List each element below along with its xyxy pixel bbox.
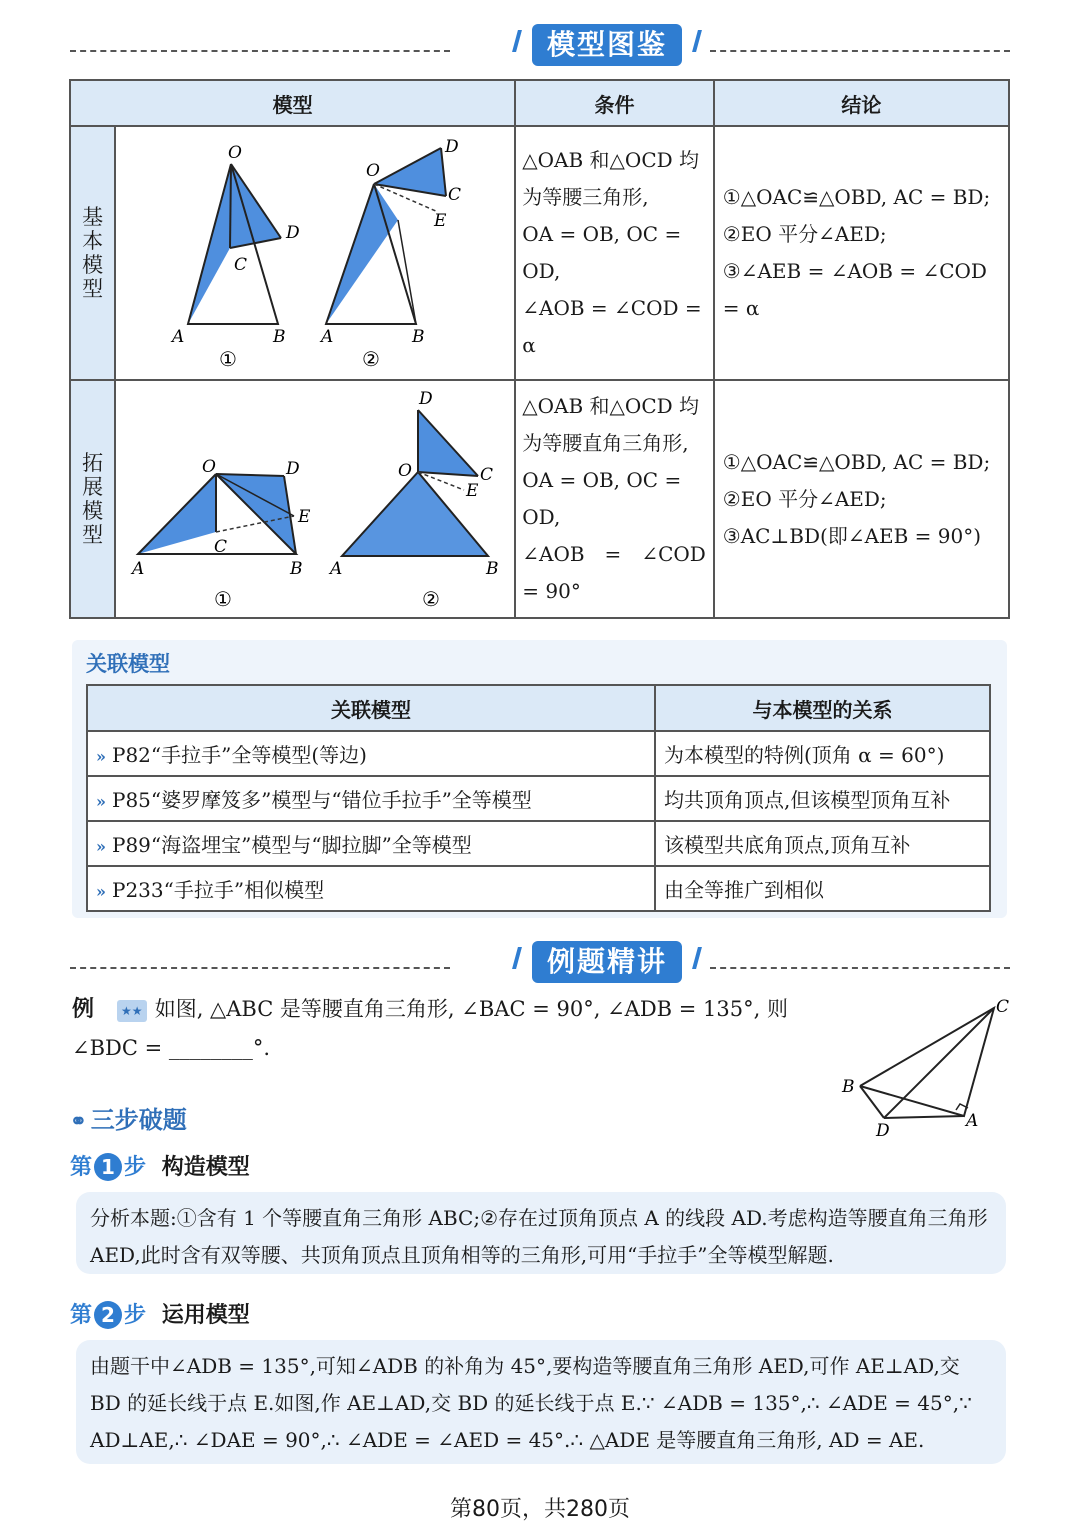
svg-text:D: D [286,459,300,479]
step1-number: 1 [94,1153,122,1181]
page-footer: 第80页，共280页 [450,1497,630,1522]
example-label: 例 [72,997,95,1022]
svg-text:B: B [412,327,425,347]
header-condition: 条件 [515,80,714,126]
conclusions-basic: ①△OAC≌△OBD, AC = BD; ②EO 平分∠AED; ③∠AEB = ∠AOB = ∠COD = α [714,126,1009,380]
related-model-cell: » P82“手拉手”全等模型(等边) [87,731,655,776]
step2-number: 2 [94,1301,122,1329]
conditions-basic: △OAB 和△OCD 均 为等腰三角形, OA = OB, OC = OD, ∠AOB = ∠COD = α [515,126,714,380]
svg-text:O: O [228,143,243,163]
double-chevron-icon: » [96,747,106,766]
banner-tick [692,947,702,969]
header-model: 模型 [70,80,515,126]
link-chain-icon: ⚭ [70,1109,87,1133]
conclusions-extended: ①△OAC≌△OBD, AC = BD; ②EO 平分∠AED; ③AC⊥BD(即∠AEB = 90°) [714,380,1009,618]
related-relation-cell: 该模型共底角顶点,顶角互补 [655,821,990,866]
example-question [72,990,842,1067]
svg-text:B: B [273,327,286,347]
svg-text:O: O [366,161,381,181]
section-title: 例题精讲 [532,941,682,983]
example-line2: ∠BDC = ________°. [72,1036,271,1060]
related-model-cell: » P233“手拉手”相似模型 [87,866,655,911]
divider [710,50,1010,52]
divider [70,50,450,52]
svg-text:D: D [286,223,300,243]
svg-text:A: A [330,559,343,579]
related-table [86,684,991,912]
related-relation-cell: 由全等推广到相似 [655,866,990,911]
double-chevron-icon: » [96,792,106,811]
svg-text:B: B [290,559,303,579]
table-row [87,821,990,866]
related-header-model: 关联模型 [87,685,655,731]
divider [710,967,1010,969]
caption-1: ① [214,587,233,611]
difficulty-stars-icon: ★★ [117,1000,147,1022]
double-chevron-icon: » [96,837,106,856]
svg-text:E: E [466,481,479,501]
svg-text:C: C [214,537,228,557]
step2-heading: 第 2 步 运用模型 [70,1303,250,1328]
related-relation-cell: 均共顶角顶点,但该模型顶角互补 [655,776,990,821]
step1-heading: 第 1 步 构造模型 [70,1155,250,1180]
svg-text:A: A [132,559,145,579]
figure-basic [115,126,515,380]
double-chevron-icon: » [96,882,106,901]
svg-text:C: C [996,997,1010,1017]
svg-text:E: E [434,211,447,231]
svg-text:B: B [842,1077,855,1097]
svg-text:C: C [448,185,462,205]
banner-tick [692,30,702,52]
caption-2: ② [362,347,381,371]
svg-text:D: D [419,389,433,409]
model-table [69,79,1010,619]
table-row [87,731,990,776]
caption-1: ① [219,347,238,371]
step1-box: 分析本题:①含有 1 个等腰直角三角形 ABC;②存在过顶角顶点 A 的线段 AD.考虑构造等腰直角三角形 AED,此时含有双等腰、共顶角顶点且顶角相等的三角形,可用“手拉手”全等模型解题. [76,1192,1006,1274]
svg-text:B: B [486,559,499,579]
related-relation-cell: 为本模型的特例(顶角 α = 60°) [655,731,990,776]
header-conclusion: 结论 [714,80,1009,126]
svg-text:A: A [172,327,185,347]
banner-tick [512,30,522,52]
caption-2: ② [422,587,441,611]
svg-text:C: C [234,255,248,275]
table-row [87,776,990,821]
related-model-cell: » P85“婆罗摩笈多”模型与“错位手拉手”全等模型 [87,776,655,821]
related-title: 关联模型 [86,652,170,676]
figure-extended [115,380,515,618]
steps-title: ⚭ 三步破题 [70,1105,187,1134]
example-figure [832,992,1022,1142]
svg-text:O: O [202,457,217,477]
svg-text:D: D [445,137,459,157]
basic-model-diagram [116,128,514,378]
example-line1: 如图, △ABC 是等腰直角三角形, ∠BAC = 90°, ∠ADB = 135°, 则 [154,997,788,1021]
table-row [87,866,990,911]
row-label-extended: 拓展模型 [70,380,115,618]
section-banner-example [70,937,1010,987]
row-label-basic: 基本模型 [70,126,115,380]
conditions-extended: △OAB 和△OCD 均 为等腰直角三角形, OA = OB, OC = OD, ∠AOB = ∠COD = 90° [515,380,714,618]
extended-model-diagram [116,382,514,616]
section-title: 模型图鉴 [532,24,682,66]
svg-text:A: A [966,1111,979,1131]
banner-tick [512,947,522,969]
related-header-relation: 与本模型的关系 [655,685,990,731]
svg-text:E: E [298,507,311,527]
svg-text:D: D [876,1121,890,1141]
svg-text:A: A [321,327,334,347]
svg-text:C: C [480,465,494,485]
svg-text:O: O [398,461,413,481]
divider [70,967,450,969]
step2-box: 由题干中∠ADB = 135°,可知∠ADB 的补角为 45°,要构造等腰直角三角形 AED,可作 AE⊥AD,交 BD 的延长线于点 E.如图,作 AE⊥AD,交 BD 的延长线于点 E.∵ ∠ADB = 135°,∴ ∠ADE = 45°,∵ AD⊥AE,∴ ∠DAE = 90°,∴ ∠ADE = ∠AED = 45°.∴ △ADE 是等腰直角三角形, AD = AE. [76,1340,1006,1464]
section-banner-model [70,20,1010,70]
related-model-cell: » P89“海盗埋宝”模型与“脚拉脚”全等模型 [87,821,655,866]
